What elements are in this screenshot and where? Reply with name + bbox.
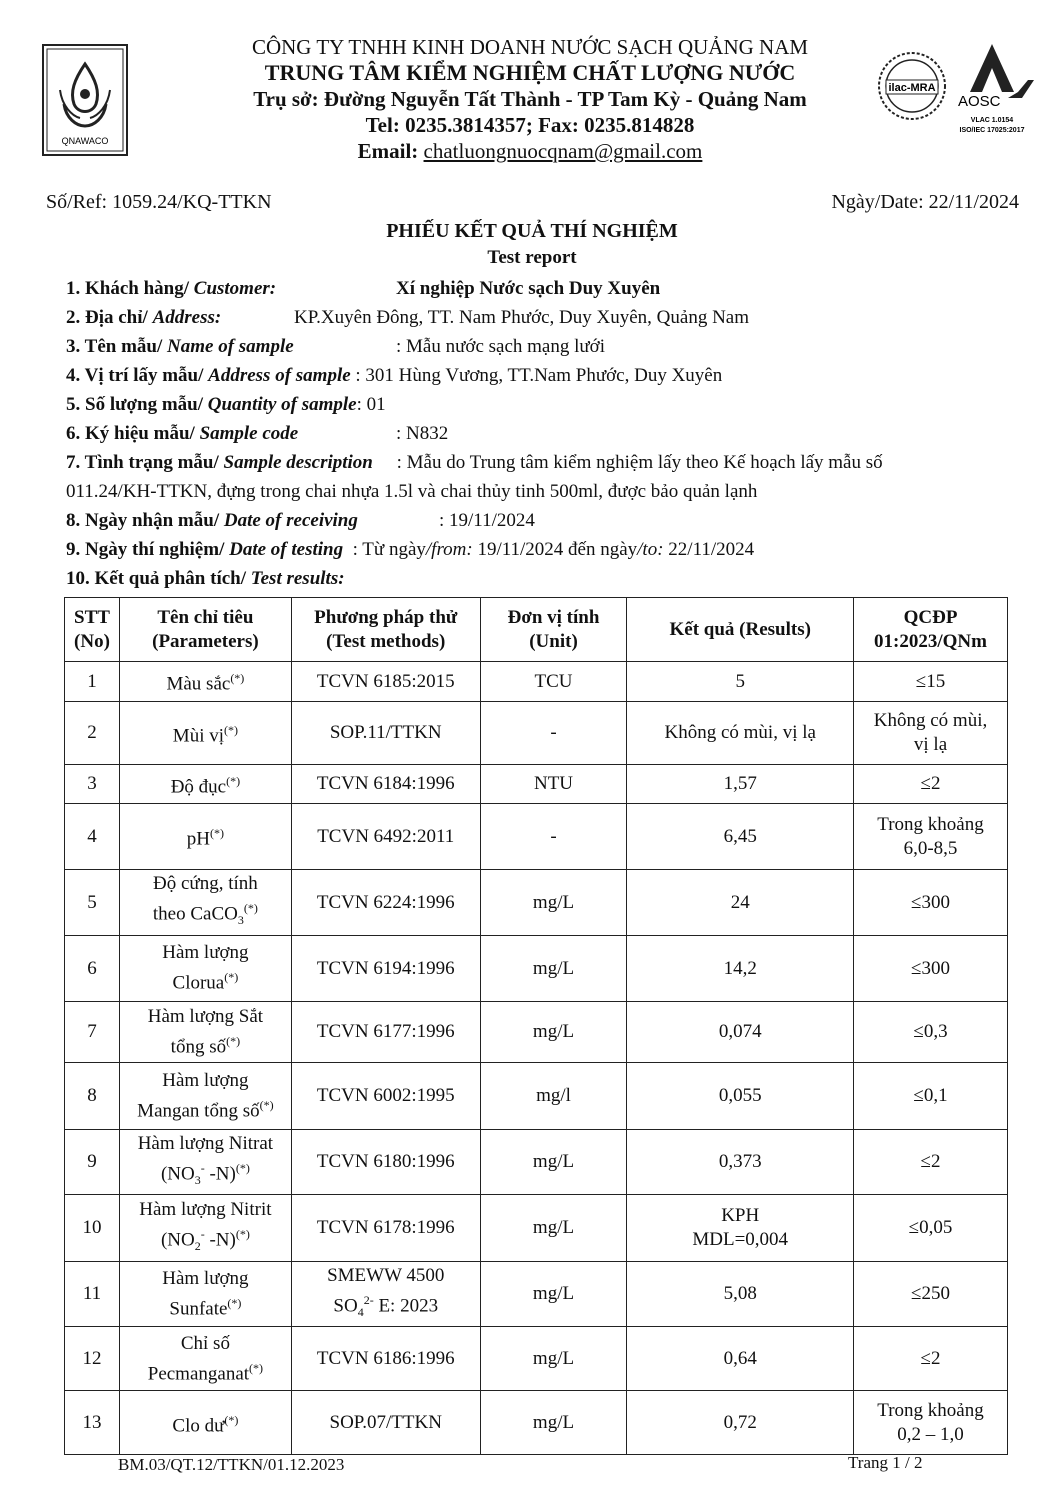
cell-method: TCVN 6178:1996	[291, 1195, 480, 1262]
cell-method: TCVN 6002:1995	[291, 1063, 480, 1130]
table-row	[65, 936, 1008, 1002]
table-row	[65, 662, 1008, 702]
info-location: 4. Vị trí lấy mẫu/ Address of sample : 301 Hùng Vương, TT.Nam Phước, Duy Xuyên	[66, 365, 723, 386]
cell-result: 5,08	[627, 1262, 854, 1327]
cell-limit: ≤300	[854, 870, 1008, 936]
cell-limit: ≤0,05	[854, 1195, 1008, 1262]
cell-result: 0,373	[627, 1130, 854, 1195]
info-testing: 9. Ngày thí nghiệm/ Date of testing : Từ ngày/from: 19/11/2024 đến ngày/to: 22/11/2024	[66, 539, 755, 560]
info-sample-name: 3. Tên mẫu/ Name of sample : Mẫu nước sạch mạng lưới	[66, 332, 966, 361]
cell-unit: -	[480, 804, 627, 870]
cell-parameter: Hàm lượng Sắt tổng số(*)	[119, 1002, 291, 1063]
report-date: Ngày/Date: 22/11/2024	[831, 191, 1019, 213]
cell-method: TCVN 6194:1996	[291, 936, 480, 1002]
reference-number: Số/Ref: 1059.24/KQ-TTKN	[46, 191, 272, 213]
cell-result: Không có mùi, vị lạ	[627, 702, 854, 765]
cell-limit: ≤15	[854, 662, 1008, 702]
cell-result: 0,074	[627, 1002, 854, 1063]
cell-method: SOP.11/TTKN	[291, 702, 480, 765]
cell-method: TCVN 6184:1996	[291, 765, 480, 804]
cell-limit: ≤2	[854, 1327, 1008, 1391]
cell-limit: Trong khoảng 0,2 – 1,0	[854, 1391, 1008, 1455]
cell-parameter: pH(*)	[119, 804, 291, 870]
table-row	[65, 1327, 1008, 1391]
phone-fax: Tel: 0235.3814357; Fax: 0235.814828	[365, 113, 695, 137]
cell-unit: mg/l	[480, 1063, 627, 1130]
table-row	[65, 765, 1008, 804]
cell-parameter: Hàm lượng Nitrat ($NO_3^-$ -N)(*)	[119, 1130, 291, 1195]
email-link[interactable]: chatluongnuocqnam@gmail.com	[423, 139, 703, 163]
cell-stt: 5	[65, 870, 120, 936]
info-receiving: 8. Ngày nhận mẫu/ Date of receiving : 19/11/2024	[66, 506, 966, 535]
cell-method: SOP.07/TTKN	[291, 1391, 480, 1455]
customer-value: Xí nghiệp Nước sạch Duy Xuyên	[396, 278, 661, 299]
table-row	[65, 804, 1008, 870]
table-row	[65, 1130, 1008, 1195]
cell-unit: mg/L	[480, 870, 627, 936]
receiving-value: : 19/11/2024	[439, 510, 535, 531]
info-description-2: 011.24/KH-TTKN, đựng trong chai nhựa 1.5l và chai thủy tinh 500ml, được bảo quản lạnh	[66, 481, 758, 502]
cell-limit: Không có mùi, vị lạ	[854, 702, 1008, 765]
cell-parameter: Độ cứng, tính theo CaCO$_3$(*)	[119, 870, 291, 936]
header-standard: QCĐP 01:2023/QNm	[854, 598, 1008, 662]
header-methods: Phương pháp thử (Test methods)	[291, 598, 480, 662]
info-code: 6. Ký hiệu mẫu/ Sample code : N832	[66, 419, 966, 448]
cell-limit: ≤300	[854, 936, 1008, 1002]
address-value: KP.Xuyên Đông, TT. Nam Phước, Duy Xuyên, Quảng Nam	[294, 307, 750, 328]
cell-method: TCVN 6185:2015	[291, 662, 480, 702]
aosc-iso: ISO/IEC 17025:2017	[959, 127, 1025, 134]
cell-stt: 4	[65, 804, 120, 870]
table-row	[65, 702, 1008, 765]
table-row	[65, 870, 1008, 936]
cell-parameter: Hàm lượng Mangan tổng số(*)	[119, 1063, 291, 1130]
report-title	[0, 217, 1064, 271]
logo-text: QNAWACO	[61, 136, 109, 146]
info-address: 2. Địa chỉ/ Address: KP.Xuyên Đông, TT. Nam Phước, Duy Xuyên, Quảng Nam	[66, 303, 966, 332]
cell-result: 14,2	[627, 936, 854, 1002]
cell-parameter: Độ đục(*)	[119, 765, 291, 804]
cell-unit: -	[480, 702, 627, 765]
office-address: Trụ sở: Đường Nguyễn Tất Thành - TP Tam Kỳ - Quảng Nam	[253, 87, 807, 111]
cell-stt: 11	[65, 1262, 120, 1327]
table-row	[65, 1063, 1008, 1130]
email-line	[140, 138, 920, 164]
title-en: Test report	[487, 247, 577, 268]
quantity-value: : 01	[356, 394, 386, 415]
cell-unit: mg/L	[480, 1195, 627, 1262]
info-results-heading: 10. Kết quả phân tích/ Test results:	[66, 568, 345, 589]
cell-result: 24	[627, 870, 854, 936]
cell-result: 1,57	[627, 765, 854, 804]
aosc-vlac: VLAC 1.0154	[970, 117, 1014, 124]
cell-limit: ≤2	[854, 1130, 1008, 1195]
cell-limit: ≤2	[854, 765, 1008, 804]
cell-parameter: Chỉ số Pecmanganat(*)	[119, 1327, 291, 1391]
cell-stt: 8	[65, 1063, 120, 1130]
header-unit: Đơn vị tính (Unit)	[480, 598, 627, 662]
cell-parameter: Hàm lượng Nitrit ($NO_2^-$ -N)(*)	[119, 1195, 291, 1262]
info-description: 7. Tình trạng mẫu/ Sample description : Mẫu do Trung tâm kiểm nghiệm lấy theo Kế hoạch lấy mẫu số	[66, 452, 883, 473]
cell-parameter: Mùi vị(*)	[119, 702, 291, 765]
description-value-1: : Mẫu do Trung tâm kiểm nghiệm lấy theo Kế hoạch lấy mẫu số	[396, 452, 883, 473]
header-parameters: Tên chỉ tiêu (Parameters)	[119, 598, 291, 662]
cell-method: SMEWW 4500 $SO_4^{2-}$ E: 2023	[291, 1262, 480, 1327]
table-row	[65, 1262, 1008, 1327]
cell-limit: ≤0,1	[854, 1063, 1008, 1130]
cell-method: TCVN 6492:2011	[291, 804, 480, 870]
cell-method: TCVN 6186:1996	[291, 1327, 480, 1391]
aosc-icon	[954, 40, 1038, 140]
cell-stt: 9	[65, 1130, 120, 1195]
cell-stt: 10	[65, 1195, 120, 1262]
cell-unit: mg/L	[480, 936, 627, 1002]
cell-stt: 7	[65, 1002, 120, 1063]
cell-unit: mg/L	[480, 1130, 627, 1195]
cell-result: 5	[627, 662, 854, 702]
cell-stt: 13	[65, 1391, 120, 1455]
cell-parameter: Màu sắc(*)	[119, 662, 291, 702]
company-logo	[42, 44, 128, 156]
cell-unit: mg/L	[480, 1327, 627, 1391]
aosc-text: AOSC	[958, 93, 1001, 110]
cell-parameter: Hàm lượng Sunfate(*)	[119, 1262, 291, 1327]
cell-stt: 3	[65, 765, 120, 804]
location-value: : 301 Hùng Vương, TT.Nam Phước, Duy Xuyên	[355, 365, 723, 386]
cell-method: TCVN 6177:1996	[291, 1002, 480, 1063]
cell-parameter: Clo dư(*)	[119, 1391, 291, 1455]
aosc-logo	[954, 40, 1038, 140]
header-stt: STT (No)	[65, 598, 120, 662]
cell-limit: ≤250	[854, 1262, 1008, 1327]
qnawaco-logo-icon	[44, 46, 126, 154]
cell-stt: 1	[65, 662, 120, 702]
cell-unit: mg/L	[480, 1391, 627, 1455]
cell-unit: TCU	[480, 662, 627, 702]
cell-unit: mg/L	[480, 1002, 627, 1063]
letterhead	[140, 34, 920, 164]
cell-stt: 2	[65, 702, 120, 765]
cell-unit: NTU	[480, 765, 627, 804]
cell-stt: 12	[65, 1327, 120, 1391]
cell-limit: ≤0,3	[854, 1002, 1008, 1063]
table-row	[65, 1195, 1008, 1262]
cell-limit: Trong khoảng 6,0-8,5	[854, 804, 1008, 870]
cell-result: 0,055	[627, 1063, 854, 1130]
sample-name-value: : Mẫu nước sạch mạng lưới	[396, 336, 606, 357]
table-header-row	[65, 598, 1008, 662]
cell-result: 6,45	[627, 804, 854, 870]
info-customer: 1. Khách hàng/ Customer: Xí nghiệp Nước sạch Duy Xuyên	[66, 274, 276, 303]
page-number: Trang 1 / 2	[848, 1453, 923, 1472]
results-table	[64, 597, 1008, 1455]
ilac-mra-icon	[876, 44, 948, 128]
cell-method: TCVN 6180:1996	[291, 1130, 480, 1195]
header-results: Kết quả (Results)	[627, 598, 854, 662]
info-quantity: 5. Số lượng mẫu/ Quantity of sample: 01	[66, 394, 386, 415]
ilac-mra-logo	[876, 44, 948, 128]
cell-stt: 6	[65, 936, 120, 1002]
company-name: CÔNG TY TNHH KINH DOANH NƯỚC SẠCH QUẢNG NAM	[251, 35, 809, 59]
email-label: Email:	[357, 139, 424, 163]
table-row	[65, 1002, 1008, 1063]
table-row	[65, 1391, 1008, 1455]
cell-unit: mg/L	[480, 1262, 627, 1327]
title-vn: PHIẾU KẾT QUẢ THÍ NGHIỆM	[386, 220, 678, 242]
ilac-text: ilac-MRA	[888, 82, 936, 94]
cell-result: KPH MDL=0,004	[627, 1195, 854, 1262]
cell-parameter: Hàm lượng Clorua(*)	[119, 936, 291, 1002]
cell-method: TCVN 6224:1996	[291, 870, 480, 936]
center-name: TRUNG TÂM KIỂM NGHIỆM CHẤT LƯỢNG NƯỚC	[264, 60, 796, 85]
form-code: BM.03/QT.12/TTKN/01.12.2023	[118, 1455, 345, 1474]
cell-result: 0,72	[627, 1391, 854, 1455]
cell-result: 0,64	[627, 1327, 854, 1391]
code-value: : N832	[396, 423, 449, 444]
